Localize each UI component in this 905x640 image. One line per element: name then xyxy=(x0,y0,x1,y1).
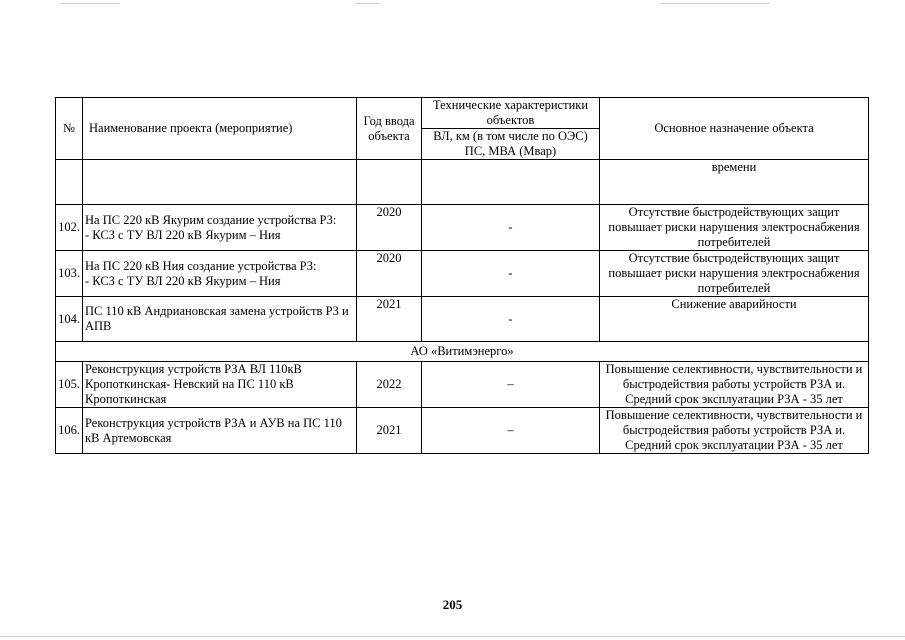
row-number: 105. xyxy=(56,362,83,408)
continuation-purpose: времени xyxy=(600,160,869,205)
project-name-line: Реконструкция устройств РЗА ВЛ 110кВ xyxy=(85,362,302,376)
row-number: 102. xyxy=(56,205,83,251)
technical-characteristics: - xyxy=(422,297,600,342)
project-name xyxy=(83,297,357,342)
technical-characteristics: – xyxy=(422,362,600,408)
technical-characteristics: – xyxy=(422,408,600,454)
commissioning-year: 2020 xyxy=(357,205,422,251)
organization-row xyxy=(56,342,869,362)
object-purpose: Отсутствие быстродействующих защит повышает риски нарушения электроснабжения потребителей xyxy=(600,251,869,297)
project-name-line: - КСЗ с ТУ ВЛ 220 кВ Якурим – Ния xyxy=(85,273,281,288)
page-number: 205 xyxy=(442,597,463,612)
commissioning-year: 2021 xyxy=(357,297,422,342)
col-header-num: № xyxy=(56,98,83,160)
commissioning-year: 2021 xyxy=(357,408,422,454)
row-number: 104. xyxy=(56,297,83,342)
technical-characteristics: - xyxy=(422,251,600,297)
object-purpose: Отсутствие быстродействующих защит повышает риски нарушения электроснабжения потребителей xyxy=(600,205,869,251)
commissioning-year: 2022 xyxy=(357,362,422,408)
object-purpose: Повышение селективности, чувствительности и быстродействия работы устройств РЗА и. Средний срок эксплуатации РЗА - 35 лет xyxy=(600,362,869,408)
scan-artifact-top-right xyxy=(660,3,770,4)
col-header-year: Год ввода объекта xyxy=(357,98,422,160)
project-name-line: На ПС 220 кВ Якурим создание устройства РЗ: xyxy=(85,212,337,227)
project-name xyxy=(83,362,357,408)
scan-artifact-top-mid xyxy=(355,3,380,4)
col-header-name: Наименование проекта (мероприятие) xyxy=(83,98,357,160)
table-row xyxy=(56,205,869,251)
projects-table xyxy=(55,97,869,454)
object-purpose: Снижение аварийности xyxy=(600,297,869,342)
object-purpose: Повышение селективности, чувствительности и быстродействия работы устройств РЗА и. Средний срок эксплуатации РЗА - 35 лет xyxy=(600,408,869,454)
row-number: 103. xyxy=(56,251,83,297)
commissioning-year: 2020 xyxy=(357,251,422,297)
technical-characteristics: - xyxy=(422,205,600,251)
project-name-line: - КСЗ с ТУ ВЛ 220 кВ Якурим – Ния xyxy=(85,227,281,242)
project-name xyxy=(83,251,357,297)
row-number: 106. xyxy=(56,408,83,454)
continuation-row xyxy=(56,160,869,205)
table-row xyxy=(56,251,869,297)
col-header-purpose: Основное назначение объекта xyxy=(600,98,869,160)
scan-artifact-top-left xyxy=(60,3,120,4)
project-name-line: ПС 110 кВ Андриановская замена устройств РЗ и АПВ xyxy=(85,304,349,333)
project-name-line: Кропоткинская xyxy=(85,392,167,406)
project-name xyxy=(83,205,357,251)
table-row xyxy=(56,408,869,454)
table-row xyxy=(56,297,869,342)
organization-name: АО «Витимэнерго» xyxy=(56,342,869,362)
project-name-line: На ПС 220 кВ Ния создание устройства РЗ: xyxy=(85,258,317,273)
project-name-line: Реконструкция устройств РЗА и АУВ на ПС 110 кВ Артемовская xyxy=(85,415,342,445)
project-name-line: Кропоткинская- Невский на ПС 110 кВ xyxy=(85,377,294,391)
table-body xyxy=(56,160,869,454)
col-subheader-tech: ВЛ, км (в том числе по ОЭС) ПС, МВА (Мвар) xyxy=(422,129,600,160)
table-row xyxy=(56,362,869,408)
col-header-tech: Технические характеристики объектов xyxy=(422,98,600,129)
scan-artifact-bottom xyxy=(0,636,905,637)
project-name xyxy=(83,408,357,454)
